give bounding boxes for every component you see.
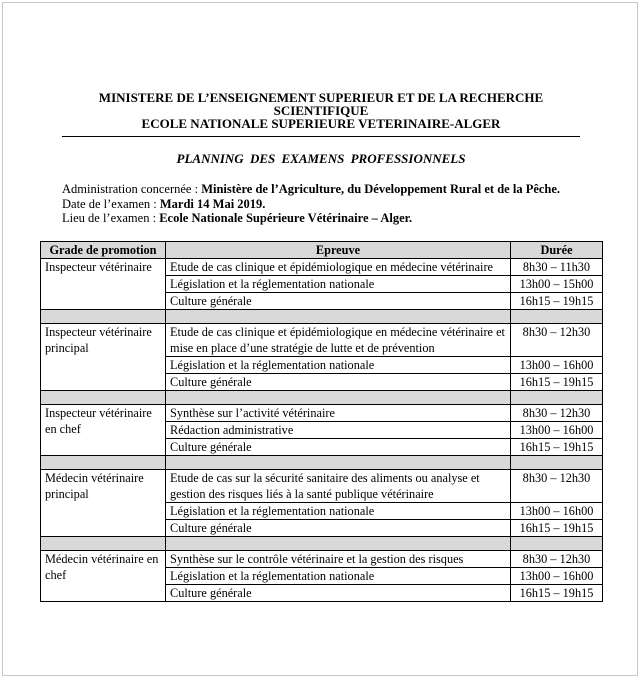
duree-cell: 8h30 – 12h30 [511,405,603,422]
duree-cell: 8h30 – 11h30 [511,259,603,276]
epreuve-cell: Culture générale [166,293,511,310]
epreuve-cell: Culture générale [166,374,511,391]
separator-row [41,391,603,405]
epreuve-cell: Synthèse sur le contrôle vétérinaire et la gestion des risques [166,551,511,568]
grade-cell: Médecin vétérinaire principal [41,470,166,537]
table-row [41,324,603,357]
duree-cell: 8h30 – 12h30 [511,551,603,568]
header-grade: Grade de promotion [41,242,166,259]
duree-cell: 13h00 – 16h00 [511,503,603,520]
duree-cell: 13h00 – 16h00 [511,357,603,374]
epreuve-cell: Etude de cas clinique et épidémiologique en médecine vétérinaire et mise en place d’une stratégie de lutte et de prévention [166,324,511,357]
table-row [41,551,603,568]
header-ministry-line-2: SCIENTIFIQUE [273,103,369,118]
duree-cell: 16h15 – 19h15 [511,520,603,537]
duree-cell: 16h15 – 19h15 [511,439,603,456]
separator-row [41,537,603,551]
duree-cell: 8h30 – 12h30 [511,470,603,503]
header-epreuve: Epreuve [166,242,511,259]
grade-cell: Inspecteur vétérinaire en chef [41,405,166,456]
epreuve-cell: Législation et la réglementation nationale [166,357,511,374]
grade-cell: Médecin vétérinaire en chef [41,551,166,602]
epreuve-cell: Culture générale [166,585,511,602]
document-header [62,91,580,130]
table-row [41,470,603,503]
place-line [62,211,560,226]
grade-cell: Inspecteur vétérinaire principal [41,324,166,391]
page-title: PLANNING DES EXAMENS PROFESSIONNELS [176,151,466,166]
table-row [41,259,603,276]
header-duree: Durée [511,242,603,259]
exam-schedule-table [40,241,603,602]
epreuve-cell: Législation et la réglementation nationale [166,276,511,293]
table-header-row [41,242,603,259]
table-row [41,405,603,422]
epreuve-cell: Etude de cas sur la sécurité sanitaire des aliments ou analyse et gestion des risques liés à la santé publique vétérinaire [166,470,511,503]
date-line [62,197,560,212]
epreuve-cell: Etude de cas clinique et épidémiologique en médecine vétérinaire [166,259,511,276]
place-label: Lieu de l’examen : [62,211,160,225]
separator-row [41,310,603,324]
epreuve-cell: Synthèse sur l’activité vétérinaire [166,405,511,422]
date-label: Date de l’examen : [62,196,160,211]
duree-cell: 16h15 – 19h15 [511,585,603,602]
epreuve-cell: Législation et la réglementation nationale [166,568,511,585]
duree-cell: 8h30 – 12h30 [511,324,603,357]
duree-cell: 16h15 – 19h15 [511,374,603,391]
grade-cell: Inspecteur vétérinaire [41,259,166,310]
epreuve-cell: Culture générale [166,520,511,537]
duree-cell: 13h00 – 16h00 [511,568,603,585]
admin-line [62,182,560,197]
header-divider [62,136,580,137]
duree-cell: 13h00 – 15h00 [511,276,603,293]
separator-row [41,456,603,470]
epreuve-cell: Culture générale [166,439,511,456]
duree-cell: 13h00 – 16h00 [511,422,603,439]
exam-info [62,182,560,226]
admin-label: Administration concernée : [62,182,202,196]
duree-cell: 16h15 – 19h15 [511,293,603,310]
date-value: Mardi 14 Mai 2019. [159,196,266,211]
header-school-line: ECOLE NATIONALE SUPERIEURE VETERINAIRE-ALGER [141,116,501,131]
header-ministry-line-1: MINISTERE DE L’ENSEIGNEMENT SUPERIEUR ET DE LA RECHERCHE [98,90,544,105]
epreuve-cell: Législation et la réglementation nationale [166,503,511,520]
epreuve-cell: Rédaction administrative [166,422,511,439]
admin-value: Ministère de l’Agriculture, du Développement Rural et de la Pêche. [201,182,561,196]
place-value: Ecole Nationale Supérieure Vétérinaire – Alger. [159,211,413,225]
